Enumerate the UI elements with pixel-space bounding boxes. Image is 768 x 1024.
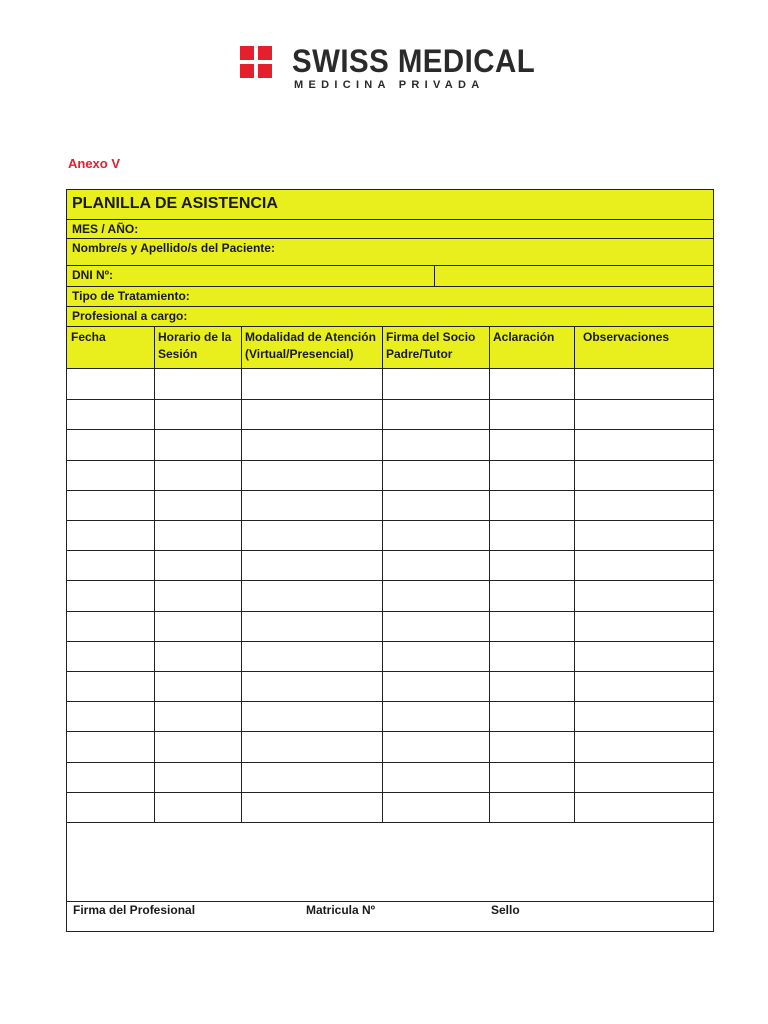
license-number-label: Matricula Nº	[306, 903, 376, 917]
table-row[interactable]	[67, 701, 713, 702]
professional-label: Profesional a cargo:	[72, 309, 188, 323]
form-title: PLANILLA DE ASISTENCIA	[67, 190, 713, 220]
column-divider	[574, 327, 575, 822]
col-aclaracion: Aclaración	[493, 330, 555, 344]
table-row[interactable]	[67, 671, 713, 672]
table-row[interactable]	[67, 399, 713, 400]
table-row[interactable]	[67, 429, 713, 430]
table-row[interactable]	[67, 460, 713, 461]
patient-name-label: Nombre/s y Apellido/s del Paciente:	[72, 241, 275, 255]
column-divider	[241, 327, 242, 822]
dni-field[interactable]	[67, 266, 713, 287]
column-divider	[382, 327, 383, 822]
patient-name-field[interactable]	[67, 239, 713, 266]
col-horario: Horario de la Sesión	[158, 330, 232, 361]
annex-label: Anexo V	[68, 156, 121, 171]
col-firma-socio: Firma del Socio Padre/Tutor	[386, 330, 476, 361]
month-year-label: MES / AÑO:	[72, 222, 139, 236]
treatment-type-label: Tipo de Tratamiento:	[72, 289, 190, 303]
red-cross-icon	[240, 46, 286, 92]
col-fecha: Fecha	[71, 330, 106, 344]
table-row[interactable]	[67, 490, 713, 491]
col-modalidad: Modalidad de Atención (Virtual/Presencial)	[245, 330, 376, 361]
swiss-medical-logo	[240, 42, 540, 94]
dni-label: DNI Nº:	[72, 268, 114, 282]
table-row[interactable]	[67, 641, 713, 642]
table-row[interactable]	[67, 792, 713, 793]
dni-value-divider	[434, 266, 435, 286]
table-row[interactable]	[67, 822, 713, 823]
column-divider	[489, 327, 490, 822]
professional-signature-label: Firma del Profesional	[73, 903, 196, 917]
table-row[interactable]	[67, 520, 713, 521]
table-row[interactable]	[67, 611, 713, 612]
footer-divider	[67, 901, 713, 902]
col-observaciones: Observaciones	[583, 330, 670, 344]
logo-tagline: MEDICINA PRIVADA	[294, 79, 485, 91]
table-row[interactable]	[67, 550, 713, 551]
attendance-form	[66, 189, 714, 932]
table-header	[67, 327, 713, 369]
stamp-label: Sello	[491, 903, 520, 917]
month-year-field[interactable]	[67, 220, 713, 239]
treatment-type-field[interactable]	[67, 287, 713, 307]
table-row[interactable]	[67, 731, 713, 732]
column-divider	[154, 327, 155, 822]
table-row[interactable]	[67, 762, 713, 763]
logo-brand-name: SWISS MEDICAL	[292, 43, 536, 79]
table-row[interactable]	[67, 580, 713, 581]
professional-field[interactable]	[67, 307, 713, 327]
